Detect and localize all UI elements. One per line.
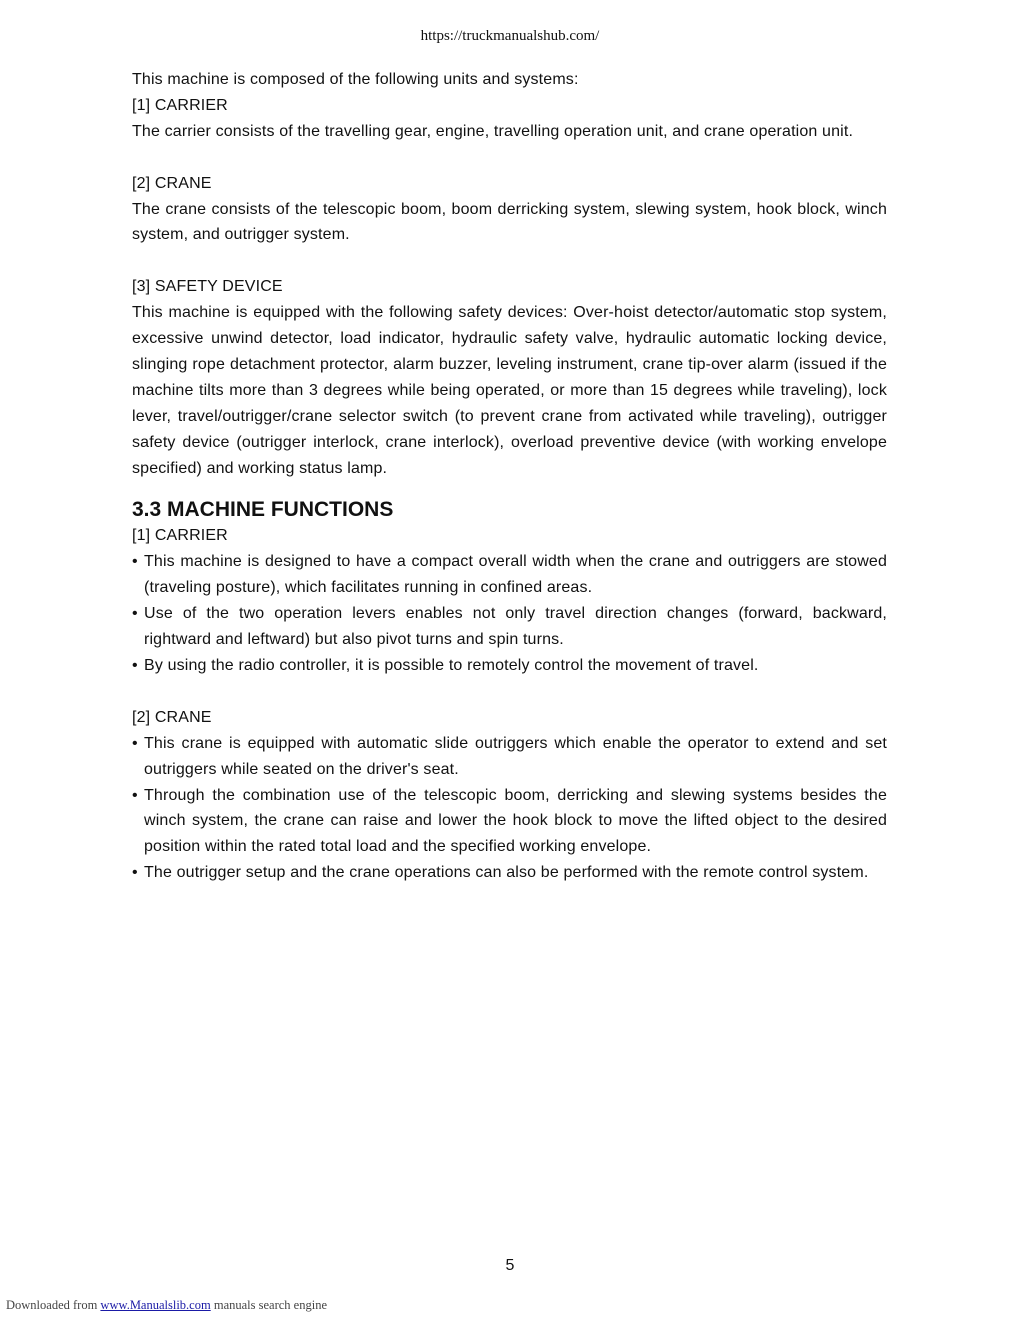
unit-safety-text: This machine is equipped with the following safety devices: Over-hoist detector/automatic stop system, excessive unwind detector, load indicator, hydraulic safety valve, hydraulic automatic locking device, slinging rope detachment protector, alarm buzzer, leveling instrument, crane tip-over alarm (issued if the machine tilts more than 3 degrees while being operated, or more than 15 degrees while traveling), lock lever, travel/outrigger/crane selector switch (to prevent crane from activated while traveling), outrigger safety device (outrigger interlock, crane interlock), overload preventive device (with working envelope specified) and working status lamp. [132, 304, 887, 477]
list-item-text: This machine is designed to have a compact overall width when the crane and outriggers are stowed (traveling posture), which facilitates running in confined areas. [144, 553, 887, 597]
section-heading-machine-functions: 3.3 MACHINE FUNCTIONS [132, 498, 394, 522]
unit-carrier-heading: [1] CARRIER [132, 96, 228, 114]
document-body [132, 67, 887, 886]
header-url: https://truckmanualshub.com/ [420, 28, 600, 44]
bullet-icon: • [132, 657, 138, 674]
bullet-icon: • [132, 553, 138, 571]
unit-crane-heading: [2] CRANE [132, 174, 212, 192]
functions-crane-heading: [2] CRANE [132, 708, 212, 726]
footer-suffix: manuals search engine [213, 1298, 327, 1312]
unit-carrier-text: The carrier consists of the travelling gear, engine, travelling operation unit, and crane operation unit. [132, 122, 854, 140]
list-item [132, 783, 887, 861]
footer-prefix: Downloaded from [6, 1298, 98, 1312]
spacer [132, 145, 887, 171]
spacer [132, 679, 887, 705]
list-item [132, 860, 887, 886]
functions-carrier-list [132, 549, 887, 679]
intro-text: This machine is composed of the following units and systems: [132, 71, 579, 88]
list-item-text: By using the radio controller, it is possible to remotely control the movement of travel. [144, 657, 759, 674]
list-item [132, 549, 887, 601]
list-item [132, 731, 887, 783]
functions-crane-list [132, 731, 887, 886]
bullet-icon: • [132, 864, 138, 882]
spacer [132, 248, 887, 274]
bullet-icon: • [132, 734, 138, 752]
unit-safety-heading: [3] SAFETY DEVICE [132, 278, 283, 296]
list-item [132, 653, 887, 679]
list-item-text: Use of the two operation levers enables not only travel direction changes (forward, backward, rightward and leftward) but also pivot turns and spin turns. [144, 605, 887, 649]
list-item-text: Through the combination use of the telescopic boom, derricking and slewing systems besides the winch system, the crane can raise and lower the hook block to move the lifted object to the desired position within the rated total load and the specified working envelope. [144, 786, 887, 856]
list-item-text: This crane is equipped with automatic slide outriggers which enable the operator to extend and set outriggers while seated on the driver's seat. [144, 734, 887, 778]
footer [6, 1298, 327, 1313]
list-item-text: The outrigger setup and the crane operations can also be performed with the remote control system. [144, 864, 869, 882]
functions-carrier-heading: [1] CARRIER [132, 527, 228, 545]
page-number: 5 [505, 1257, 515, 1274]
bullet-icon: • [132, 786, 138, 804]
list-item [132, 601, 887, 653]
footer-link[interactable]: www.Manualslib.com [100, 1298, 211, 1312]
unit-crane-text: The crane consists of the telescopic boom, boom derricking system, slewing system, hook block, winch system, and outrigger system. [132, 200, 887, 244]
bullet-icon: • [132, 605, 138, 623]
